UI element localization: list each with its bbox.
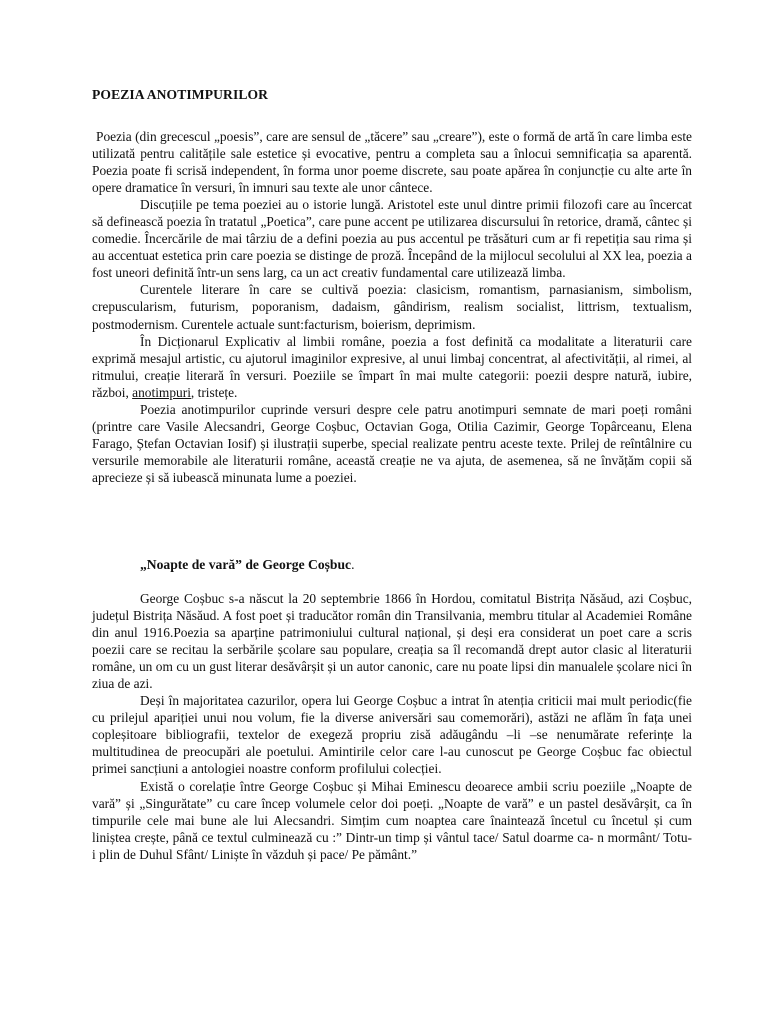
page-title: POEZIA ANOTIMPURILOR [92,87,269,102]
anotimpuri-link[interactable]: anotimpuri [132,384,191,400]
intro-text [92,128,692,486]
section-paragraph-3: Există o corelație între George Coșbuc și Mihai Eminescu deoarece ambii scriu poeziile „Noapte de vară” și „Singurătate” cu care încep volumele celor doi poeți. „Noapte de vară” e un pastel desăvârșit, ca în timpurile cele mai bune ale lui Alecsandri. Simțim cum noaptea care înaintează încetul cu încetul și cum liniștea crește, până ce textul culminează cu :” Dintr-un timp și vântul tace/ Satul doarme ca- n mormânt/ Totu- i plin de Duhul Sfânt/ Liniște în văzduh și pace/ Pe pământ.” [92,778,692,862]
intro-paragraph-4 [92,333,692,401]
section-text [92,590,692,863]
intro-paragraph-2: Discuțiile pe tema poeziei au o istorie lungă. Aristotel este unul dintre primii filozofi care au încercat să definească poezia în tratatul „Poetica”, care pune accent pe utilizarea discursului în retorice, dramă, cântec și comedie. Încercările de mai târziu de a defini poezia au pus accentul pe trăsături cum ar fi repetiția sau rima și au accentuat estetica prin care poezia se distinge de proză. Începând de la mijlocul secolului al XX lea, poezia a fost uneori definită într-un sens larg, ca un act creativ fundamental care utilizează limba. [92,197,692,281]
intro-paragraph-3: Curentele literare în care se cultivă poezia: clasicism, romantism, parnasianism, simbolism, crepuscularism, futurism, poporanism, dadaism, gândirism, realism socialist, littrism, textualism, postmodernism. Curentele actuale sunt:facturism, boierism, deprimism. [92,282,692,332]
section-paragraph-1: George Coșbuc s-a născut la 20 septembrie 1866 în Hordou, comitatul Bistrița Năsăud, azi Coșbuc, județul Bistrița Năsăud. A fost poet și traducător român din Transilvania, membru titular al Academiei Române din anul 1916.Poezia sa aparține patrimoniului cultural național, și deși era considerat un poet care a scris poezii care se recitau la serbările școlare sau populare, creația sa îl recomandă drept autor clasic al literaturii române, un om cu un gust literar desăvârșit și un autor canonic, care nu poate lipsi din manualele școlare nici în ziua de azi. [92,591,692,692]
section-heading-end: . [351,557,355,572]
section-heading [140,556,354,573]
intro-paragraph-4-start: În Dicționarul Explicativ al limbii române, poezia a fost definită ca modalitate a literaturii care exprimă mesajul artistic, cu ajutorul imaginilor expresive, al unui limbaj concentrat, al afectivității, al rimei, al ritmului, creație literară în versuri. Poeziile se împart în mai multe categorii: poezii despre natură, iubire, război, [92,333,692,400]
intro-paragraph-5: Poezia anotimpurilor cuprinde versuri despre cele patru anotimpuri semnate de mari poeți români (printre care Vasile Alecsandri, George Coșbuc, Octavian Goga, Otilia Cazimir, George Topârceanu, Elena Farago, Ștefan Octavian Iosif) și ilustrații superbe, special realizate pentru aceste texte. Prilej de reîntâlnire cu versurile memorabile ale literaturii române, această creație ne va ajuta, de asemenea, să ne învățăm copii să aprecieze și să iubească minunata lume a poeziei. [92,401,692,485]
section-paragraph-2: Deși în majoritatea cazurilor, opera lui George Coșbuc a intrat în atenția criticii mai mult periodic(fie cu prilejul apariției unui nou volum, fie la diverse aniversări sau comemorări), astăzi ne aflăm în fața unei copleșitoare bibliografii, textelor de exegeză propriu zisă adăugându –li –se nenumărate referințe la multitudinea de preocupări ale poetului. Amintirile celor care l-au cunoscut pe George Coșbuc fac obiectul primei sancțiuni a antologiei noastre conform profilului colecției. [92,693,692,777]
intro-paragraph-1: Poezia (din grecescul „poesis”, care are sensul de „tăcere” sau „creare”), este o formă de artă în care limba este utilizată pentru calitățile sale estetice și evocative, pentru a completa sau a înlocui semnificația sa aparentă. Poezia poate fi scrisă independent, în forma unor poeme discrete, sau poate apărea în conjuncție cu alte arte în opere dramatice în versuri, în imnuri sau texte ale unor cântece. [92,129,692,196]
section-heading-text: „Noapte de vară” de George Coșbuc [140,557,352,572]
intro-paragraph-4-end: , tristețe. [190,384,238,400]
